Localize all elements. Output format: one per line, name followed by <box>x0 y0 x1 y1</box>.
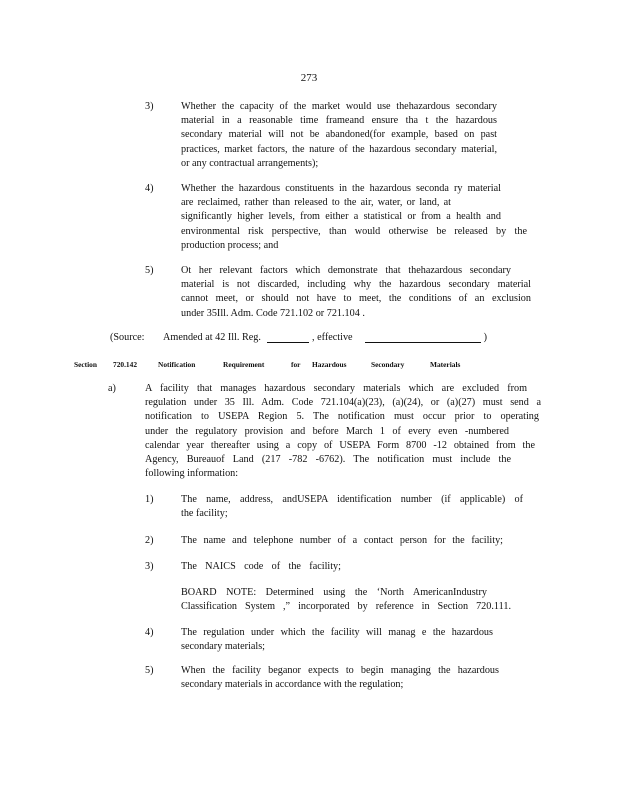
source-prefix: (Source: <box>110 332 145 343</box>
item-text <box>181 493 523 521</box>
text-line: BOARD NOTE: Determined using the ‘North AmericanIndustry <box>181 587 487 598</box>
item-number: 4) <box>145 627 154 638</box>
text-line: secondary material will not be abandoned(for example, based on past <box>181 129 497 141</box>
item-number: 5) <box>145 265 154 276</box>
item-number: 1) <box>145 494 154 505</box>
item-number: 2) <box>145 535 154 546</box>
text-line: The name, address, andUSEPA identification number (if applicable) of <box>181 494 523 505</box>
blank-effective-date <box>365 333 481 343</box>
text-line: practices, market factors, the nature of the hazardous secondary material, <box>181 143 497 155</box>
text-line: notification to USEPA Region 5. The notification must occur prior to operating <box>145 411 539 423</box>
text-line: Whether the capacity of the market would use thehazardous secondary <box>181 101 497 112</box>
section-label: Section <box>74 360 97 369</box>
text-line: The NAICS code of the facility; <box>181 561 341 572</box>
item-number: 5) <box>145 665 154 676</box>
item-number: 4) <box>145 183 154 194</box>
text-line: Classification System ,” incorporated by reference in Section 720.111. <box>181 601 511 613</box>
item-text <box>181 264 531 321</box>
text-line: under 35Ill. Adm. Code 721.102 or 721.104 . <box>181 307 365 319</box>
page-number: 273 <box>300 72 318 84</box>
text-line: Whether the hazardous constituents in the hazardous seconda ry material <box>181 183 501 194</box>
board-note <box>181 586 511 614</box>
text-line: material is not discarded, including why the hazardous secondary material <box>181 279 531 291</box>
text-line: cannot meet, or should not have to meet, the conditions of an exclusion <box>181 293 531 305</box>
source-effective: , effective <box>312 332 353 343</box>
text-line: or any contractual arrangements); <box>181 157 319 169</box>
section-title-word: Secondary <box>371 360 405 369</box>
section-title-word: Requirement <box>223 360 265 369</box>
text-line: secondary materials; <box>181 641 266 653</box>
item-text <box>181 100 497 171</box>
paragraph-text <box>145 382 541 481</box>
text-line: The regulation under which the facility will manag e the hazardous <box>181 627 493 638</box>
source-note <box>110 332 487 343</box>
text-line: environmental risk perspective, than would otherwise be released by the <box>181 225 527 237</box>
text-line: under the regulatory provision and before March 1 of every even -numbered <box>145 425 509 437</box>
text-line: Agency, Bureauof Land (217 -782 -6762). The notification must include the <box>145 454 511 466</box>
item-text <box>181 560 341 574</box>
text-line: regulation under 35 Ill. Adm. Code 721.104(a)(23), (a)(24), or (a)(27) must send a <box>145 397 541 409</box>
section-title-word: Hazardous <box>312 360 347 369</box>
section-title-word: Notification <box>158 360 196 369</box>
text-line: significantly higher levels, from either a statistical or from a health and <box>181 211 501 223</box>
text-line: production process; and <box>181 239 279 251</box>
text-line: The name and telephone number of a contact person for the facility; <box>181 535 503 546</box>
item-text <box>181 664 499 692</box>
source-amended: Amended at 42 Ill. Reg. <box>163 332 261 343</box>
section-number: 720.142 <box>113 360 138 369</box>
text-line: following information: <box>145 468 239 480</box>
item-text <box>181 182 527 253</box>
item-number: 3) <box>145 561 154 572</box>
item-text <box>181 626 493 654</box>
item-number: 3) <box>145 101 154 112</box>
text-line: calendar year thereafter using a copy of USEPA Form 8700 -12 obtained from the <box>145 439 535 451</box>
text-line: the facility; <box>181 508 228 520</box>
text-line: secondary materials in accordance with the regulation; <box>181 679 404 691</box>
text-line: A facility that manages hazardous secondary materials which are excluded from <box>145 383 527 394</box>
blank-register-page <box>267 333 309 343</box>
text-line: When the facility beganor expects to begin managing the hazardous <box>181 665 499 676</box>
item-text <box>181 534 503 548</box>
paragraph-number: a) <box>108 383 116 394</box>
section-title-word: Materials <box>430 360 461 369</box>
source-suffix: ) <box>483 332 488 343</box>
text-line: are reclaimed, rather than released to the air, water, or land, at <box>181 197 451 209</box>
text-line: Ot her relevant factors which demonstrate that thehazardous secondary <box>181 265 511 276</box>
text-line: material in a reasonable time frameand ensure tha t the hazardous <box>181 115 497 127</box>
section-title-word: for <box>291 360 301 369</box>
